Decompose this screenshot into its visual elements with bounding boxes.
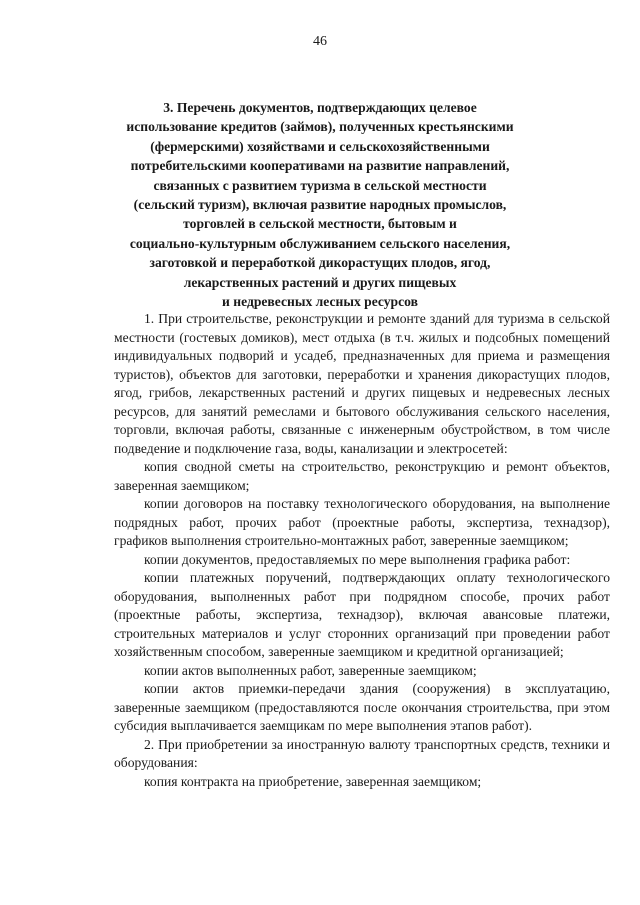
paragraph-acceptance-acts: копии актов приемки-передачи здания (сооружения) в эксплуатацию, заверенные заемщиком (предоставляются после окончания строительства, при этом субсидия выплачивается заемщикам по мере выполнения этапов работ).: [114, 681, 610, 733]
paragraph-schedule-documents: копии документов, предоставляемых по мере выполнения графика работ:: [144, 551, 571, 567]
heading-line: связанных с развитием туризма в сельской местности: [153, 177, 487, 193]
heading-line: использование кредитов (займов), полученных крестьянскими: [126, 119, 514, 135]
paragraph-foreign-currency: 2. При приобретении за иностранную валюту транспортных средств, техники и оборудования:: [114, 736, 610, 770]
paragraph-work-acts: копии актов выполненных работ, заверенные заемщиком;: [144, 662, 477, 678]
paragraph-construction: 1. При строительстве, реконструкции и ремонте зданий для туризма в сельской местности (гостевых домиков), мест отдыха (в т.ч. жилых и подсобных помещений индивидуальных подворий и усадеб, предназначенных для приема и размещения туристов), объектов для заготовки, переработки и хранения дикорастущих плодов, ягод, грибов, лекарственных растений и других пищевых и недревесных лесных ресурсов, для занятий ремеслами и бытового обслуживания сельского населения, торговли, включая работы, связанные с инженерным обустройством, в том числе подведение и подключение газа, воды, канализации и электросетей:: [114, 311, 610, 456]
heading-line: лекарственных растений и других пищевых: [183, 274, 457, 290]
heading-line: 3. Перечень документов, подтверждающих целевое: [163, 100, 477, 115]
heading-line: социально-культурным обслуживанием сельского населения,: [129, 235, 511, 251]
paragraph-payment-orders: копии платежных поручений, подтверждающих оплату технологического оборудования, выполненных работ при подрядном способе, прочих работ (проектные работы, экспертиза, технадзор), включая авансовые платежи, строительных материалов и услуг сторонних организаций при проведении работ хозяйственным способом, заверенные заемщиком и кредитной организацией;: [114, 570, 610, 659]
document-body: [114, 310, 610, 791]
heading-line: заготовкой и переработкой дикорастущих плодов, ягод,: [149, 255, 491, 271]
paragraph-contracts-copy: копии договоров на поставку технологического оборудования, на выполнение подрядных работ, прочих работ (проектные работы, экспертиза, технадзор), графиков выполнения строительно-монтажных работ, заверенные заемщиком;: [114, 496, 610, 548]
heading-line: (фермерскими) хозяйствами и сельскохозяйственными: [150, 138, 490, 154]
section-heading: [110, 98, 530, 311]
paragraph-estimate-copy: копия сводной сметы на строительство, реконструкцию и ремонт объектов, заверенная заемщиком;: [114, 459, 610, 493]
page-number: 46: [313, 34, 327, 49]
heading-line: торговлей в сельской местности, бытовым и: [183, 216, 457, 232]
heading-line: потребительскими кооперативами на развитие направлений,: [130, 158, 510, 174]
paragraph-purchase-contract: копия контракта на приобретение, заверенная заемщиком;: [144, 773, 482, 789]
heading-line: (сельский туризм), включая развитие народных промыслов,: [133, 197, 507, 213]
heading-line: и недревесных лесных ресурсов: [222, 294, 418, 310]
